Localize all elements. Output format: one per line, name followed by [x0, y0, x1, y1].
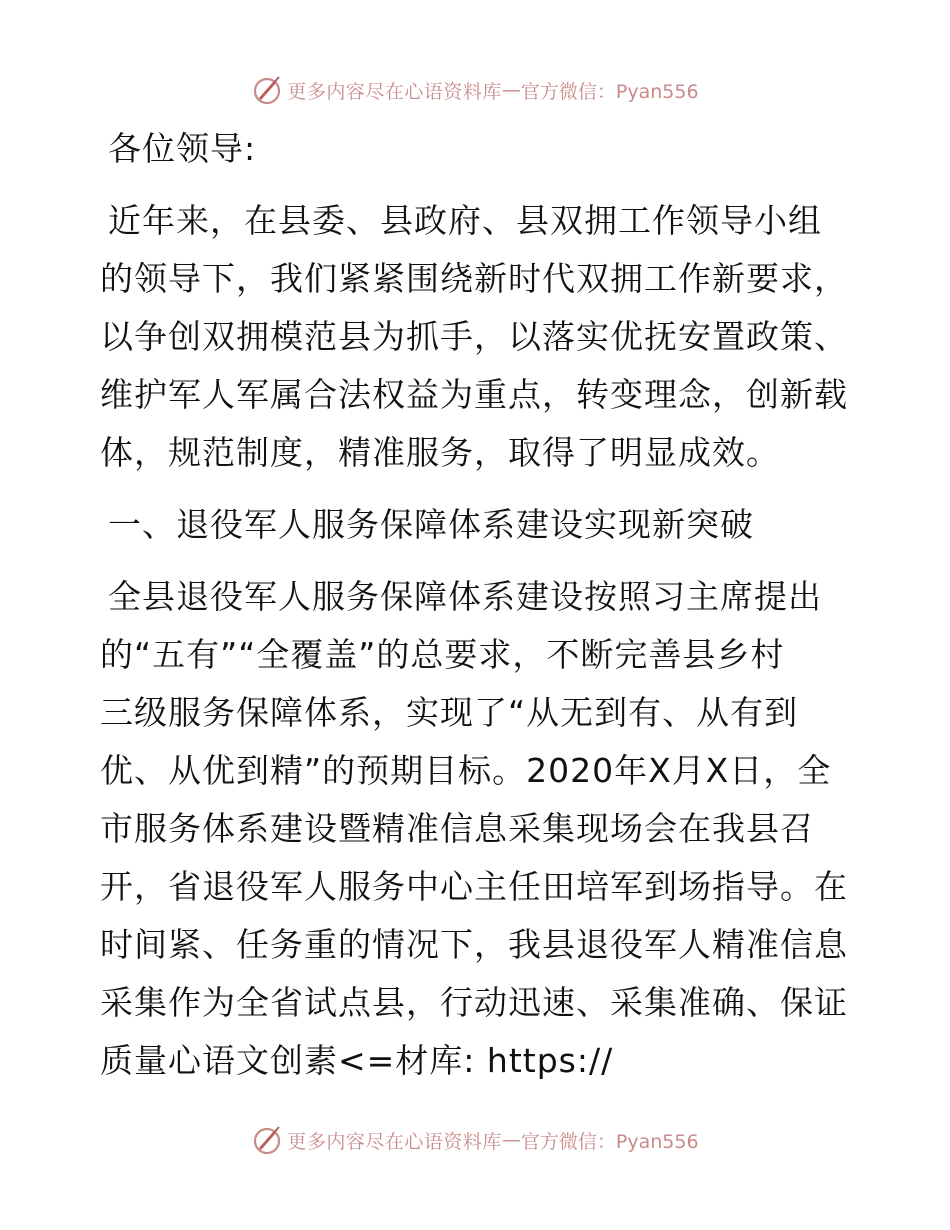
paragraph-line: 时间紧、任务重的情况下，我县退役军人精准信息 [100, 925, 848, 964]
banner-contact-text: 官方微信：Pyan556 [520, 80, 699, 103]
paragraph-line: 的“五有”“全覆盖”的总要求，不断完善县乡村 [100, 635, 785, 674]
quill-pen-logo-icon [251, 74, 283, 106]
paragraph-line: 优、从优到精”的预期目标。2020年X月X日，全 [100, 751, 832, 790]
header-banner [0, 70, 950, 110]
paragraph-line: 开，省退役军人服务中心主任田培军到场指导。在 [100, 867, 848, 906]
paragraph-line: 体，规范制度，精准服务，取得了明显成效。 [100, 433, 780, 472]
paragraph-2 [100, 568, 860, 1090]
paragraph-line: 以争创双拥模范县为抓手，以落实优抚安置政策、 [100, 317, 848, 356]
quill-pen-logo-icon [251, 1124, 283, 1156]
paragraph-line: 全县退役军人服务保障体系建设按照习主席提出 [108, 577, 822, 616]
paragraph-line: 维护军人军属合法权益为重点，转变理念，创新载 [100, 375, 848, 414]
greeting: 各位领导: [108, 129, 257, 168]
paragraph-line: 质量心语文创素<=材库: https:// [100, 1041, 614, 1080]
paragraph-line: 采集作为全省试点县，行动迅速、采集准确、保证 [100, 983, 848, 1022]
banner-contact-text: 官方微信：Pyan556 [520, 1130, 699, 1153]
footer-banner [0, 1120, 950, 1160]
paragraph-line: 近年来，在县委、县政府、县双拥工作领导小组 [108, 201, 822, 240]
section-heading-1: 一、退役军人服务保障体系建设实现新突破 [108, 505, 754, 544]
paragraph-line: 市服务体系建设暨精准信息采集现场会在我县召 [100, 809, 814, 848]
banner-site-text: 更多内容尽在心语资料库 [287, 1130, 502, 1153]
document-body [100, 120, 860, 1090]
paragraph-line: 三级服务保障体系，实现了“从无到有、从有到 [100, 693, 799, 732]
banner-separator: — [501, 79, 521, 101]
paragraph-1 [100, 192, 860, 482]
paragraph-line: 的领导下，我们紧紧围绕新时代双拥工作新要求， [100, 259, 848, 298]
banner-site-text: 更多内容尽在心语资料库 [287, 80, 502, 103]
banner-separator: — [501, 1129, 521, 1151]
